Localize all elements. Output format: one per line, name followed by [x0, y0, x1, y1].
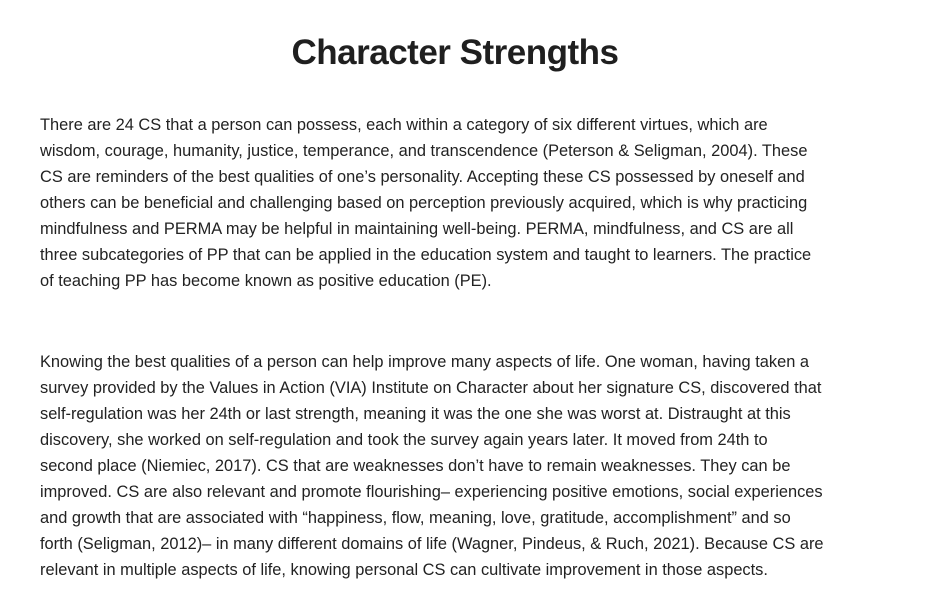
paragraph-line: three subcategories of PP that can be applied in the education system and taught to learners. The practice	[40, 246, 812, 264]
paragraph-line: of teaching PP has become known as positive education (PE).	[40, 272, 492, 290]
paragraph-line: survey provided by the Values in Action (VIA) Institute on Character about her signature CS, discovered that	[40, 379, 822, 397]
paragraph-line: self-regulation was her 24th or last strength, meaning it was the one she was worst at. Distraught at this	[40, 405, 791, 423]
paragraph-line: second place (Niemiec, 2017). CS that are weaknesses don’t have to remain weaknesses. They can be	[40, 457, 791, 475]
page-title: Character Strengths	[291, 33, 619, 72]
paragraph-line: discovery, she worked on self-regulation and took the survey again years later. It moved from 24th to	[40, 431, 768, 449]
paragraph-line: mindfulness and PERMA may be helpful in maintaining well-being. PERMA, mindfulness, and CS are all	[40, 220, 794, 238]
paragraph-line: forth (Seligman, 2012)– in many different domains of life (Wagner, Pindeus, & Ruch, 2021). Because CS are	[40, 535, 824, 553]
paragraph-line: relevant in multiple aspects of life, knowing personal CS can cultivate improvement in those aspects.	[40, 561, 768, 579]
paragraph-line: Knowing the best qualities of a person can help improve many aspects of life. One woman, having taken a	[40, 353, 809, 371]
paragraph-2	[40, 349, 890, 583]
paragraph-line: improved. CS are also relevant and promote flourishing– experiencing positive emotions, social experiences	[40, 483, 823, 501]
paragraph-line: There are 24 CS that a person can possess, each within a category of six different virtues, which are	[40, 116, 768, 134]
paragraph-line: and growth that are associated with “happiness, flow, meaning, love, gratitude, accomplishment” and so	[40, 509, 791, 527]
paragraph-line: others can be beneficial and challenging based on perception previously acquired, which is why practicing	[40, 194, 808, 212]
paragraph-line: wisdom, courage, humanity, justice, temperance, and transcendence (Peterson & Seligman, 2004). These	[40, 142, 808, 160]
paragraph-line: CS are reminders of the best qualities of one’s personality. Accepting these CS possessed by oneself and	[40, 168, 805, 186]
paragraph-1	[40, 112, 890, 294]
